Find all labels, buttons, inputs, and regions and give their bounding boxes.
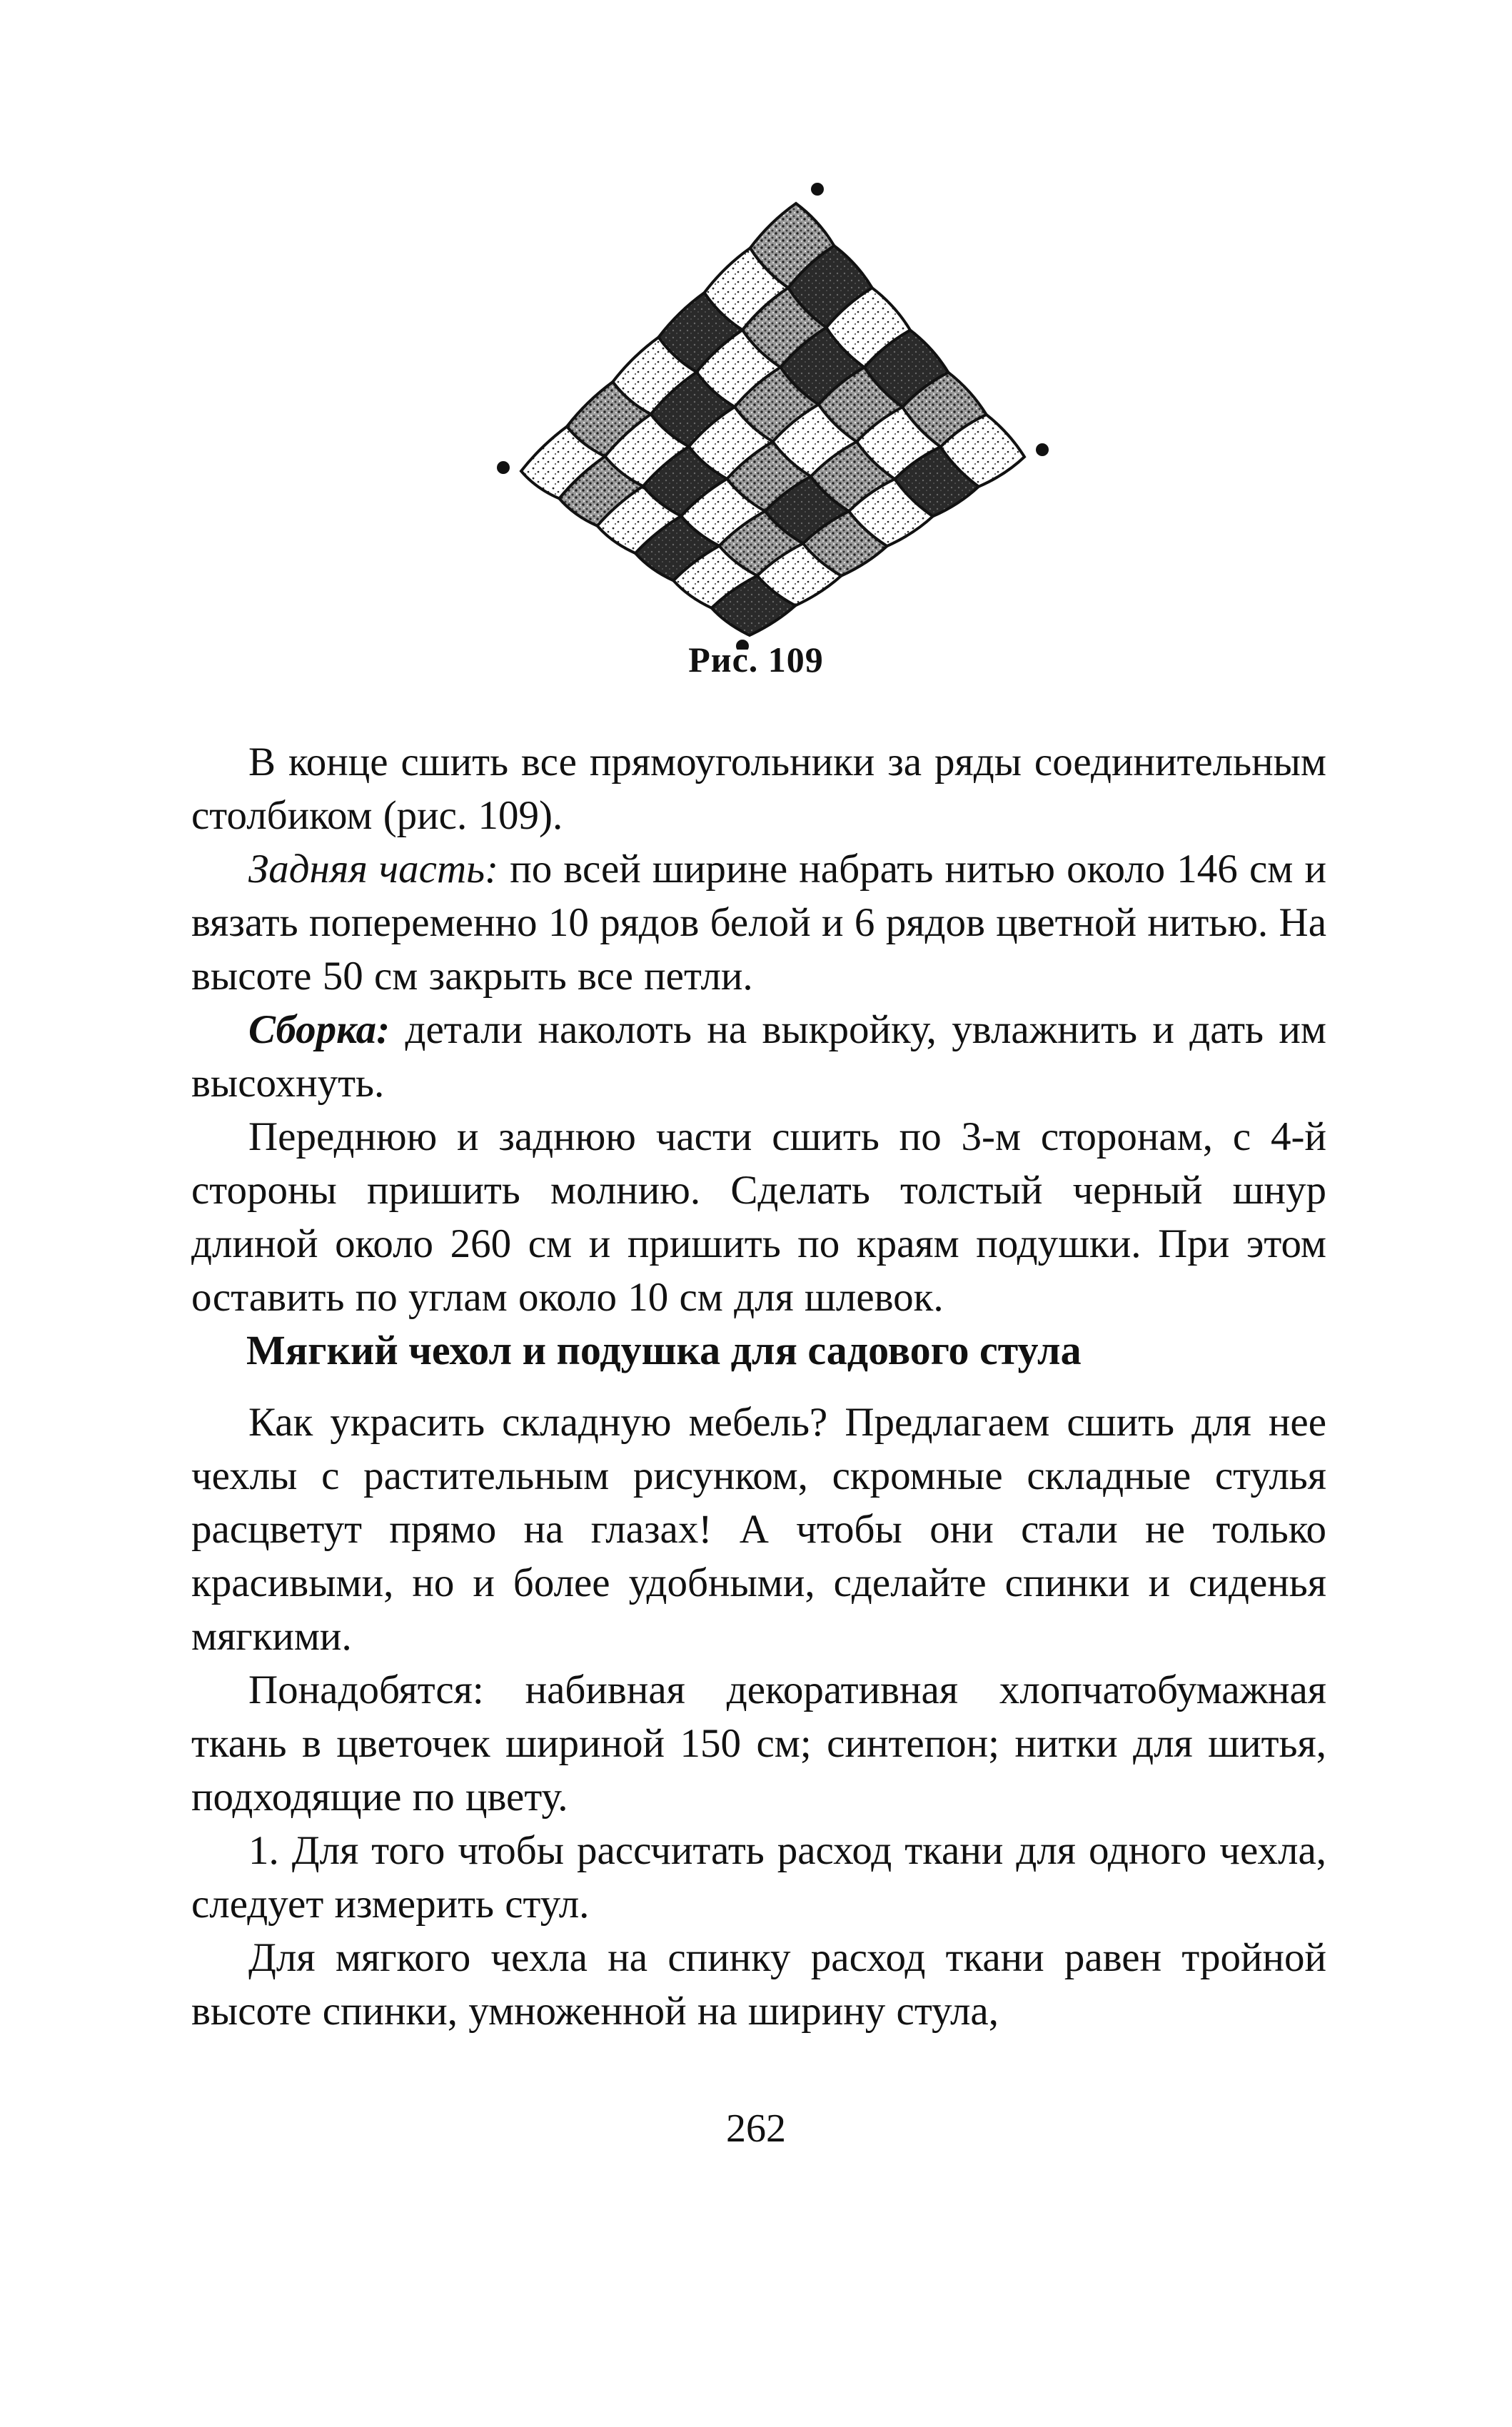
patchwork-pillow-illustration [471, 136, 1064, 650]
paragraph [191, 735, 1326, 842]
paragraph [191, 1110, 1326, 1324]
paragraph-text: детали наколоть на выкройку, увлажнить и дать им высохнуть. [191, 1007, 1326, 1106]
body-text-top [191, 735, 1326, 1324]
paragraph-text: Переднюю и заднюю части сшить по 3-м сторонам, с 4-й стороны пришить молнию. Сделать толстый черный шнур длиной около 260 см и пришить по краям подушки. При этом оставить по углам около 10 см для шлевок. [191, 1114, 1326, 1320]
paragraph [191, 1663, 1326, 1824]
paragraph-text: В конце сшить все прямоугольники за ряды соединительным столбиком (рис. 109). [191, 740, 1326, 838]
section-title: Мягкий чехол и подушка для садового стула [246, 1327, 1082, 1373]
paragraph-text: Для мягкого чехла на спинку расход ткани равен тройной высоте спинки, умноженной на ширину стула, [191, 1935, 1326, 2034]
paragraph [191, 842, 1326, 1003]
figure-caption: Рис. 109 [688, 640, 824, 680]
paragraph-text: 1. Для того чтобы рассчитать расход ткани для одного чехла, следует измерить стул. [191, 1828, 1326, 1927]
pillow-corner-tuft [497, 461, 510, 474]
paragraph [191, 1824, 1326, 1931]
paragraph-text: по всей ширине набрать нитью около 146 см и вязать попеременно 10 рядов белой и 6 рядов цветной нитью. На высоте 50 см закрыть все петли. [191, 847, 1326, 999]
paragraph-lead: Задняя часть: [248, 847, 499, 892]
pillow-corner-tuft [1036, 443, 1049, 456]
pillow-corner-tuft [811, 183, 824, 196]
body-text-section [191, 1396, 1326, 1824]
page-number: 262 [726, 2106, 786, 2151]
body-text-steps [191, 1824, 1326, 2038]
paragraph [191, 1931, 1326, 2038]
paragraph-lead: Сборка: [248, 1007, 390, 1052]
patchwork-pillow-figure [471, 136, 1064, 650]
paragraph-text: Понадобятся: набивная декоративная хлопчатобумажная ткань в цветочек шириной 150 см; синтепон; нитки для шитья, подходящие по цвету. [191, 1667, 1326, 1820]
paragraph [191, 1396, 1326, 1663]
paragraph [191, 1003, 1326, 1110]
paragraph-text: Как украсить складную мебель? Предлагаем сшить для нее чехлы с растительным рисунком, скромные складные стулья расцветут прямо на глазах! А чтобы они стали не только красивыми, но и более удобными, сделайте спинки и сиденья мягкими. [191, 1400, 1326, 1659]
